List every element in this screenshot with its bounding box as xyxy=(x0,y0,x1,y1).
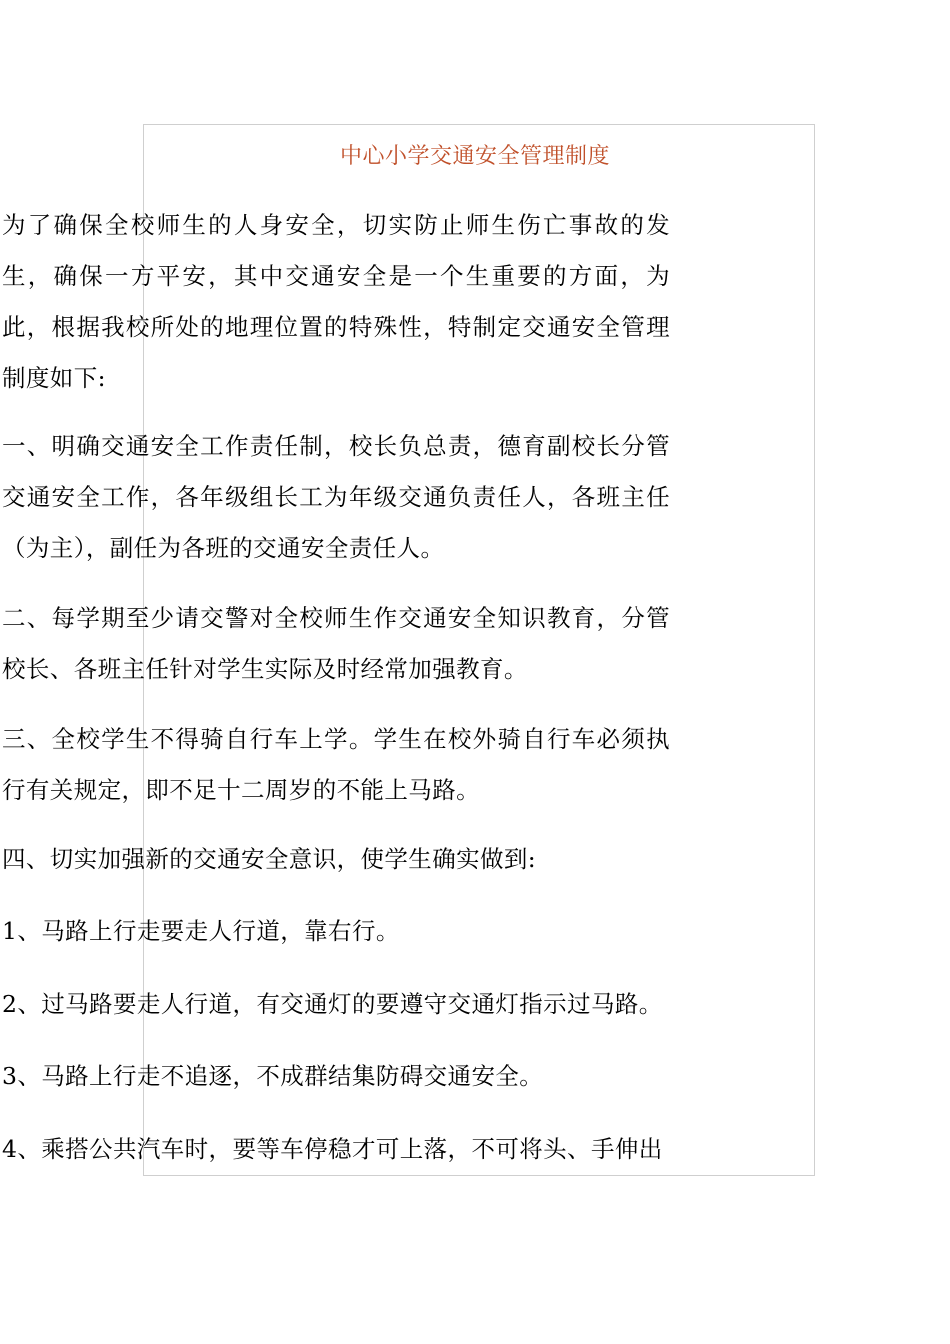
list-item: 4、乘搭公共汽车时，要等车停稳才可上落，不可将头、手伸出 xyxy=(2,1135,663,1163)
list-item: 1、马路上行走要走人行道，靠右行。 xyxy=(2,917,400,945)
document-title: 中心小学交通安全管理制度 xyxy=(339,144,610,169)
section-four-paragraph: 四、切实加强新的交通安全意识，使学生确实做到: xyxy=(2,845,537,873)
section-two-paragraph: 二、每学期至少请交警对全校师生作交通安全知识教育，分管校长、各班主任针对学生实际及时经常加强教育。 xyxy=(2,604,670,683)
section-three-paragraph: 三、全校学生不得骑自行车上学。学生在校外骑自行车必须执行有关规定，即不足十二周岁的不能上马路。 xyxy=(2,725,670,804)
list-item: 3、马路上行走不追逐，不成群结集防碍交通安全。 xyxy=(2,1062,544,1090)
section-one-paragraph: 一、明确交通安全工作责任制，校长负总责，德育副校长分管交通安全工作，各年级组长工为年级交通负责任人，各班主任（为主），副任为各班的交通安全责任人。 xyxy=(2,432,670,562)
intro-paragraph: 为了确保全校师生的人身安全，切实防止师生伤亡事故的发生，确保一方平安，其中交通安全是一个生重要的方面，为此，根据我校所处的地理位置的特殊性，特制定交通安全管理制度如下: xyxy=(2,211,670,392)
list-item: 2、过马路要走人行道，有交通灯的要遵守交通灯指示过马路。 xyxy=(2,990,663,1018)
